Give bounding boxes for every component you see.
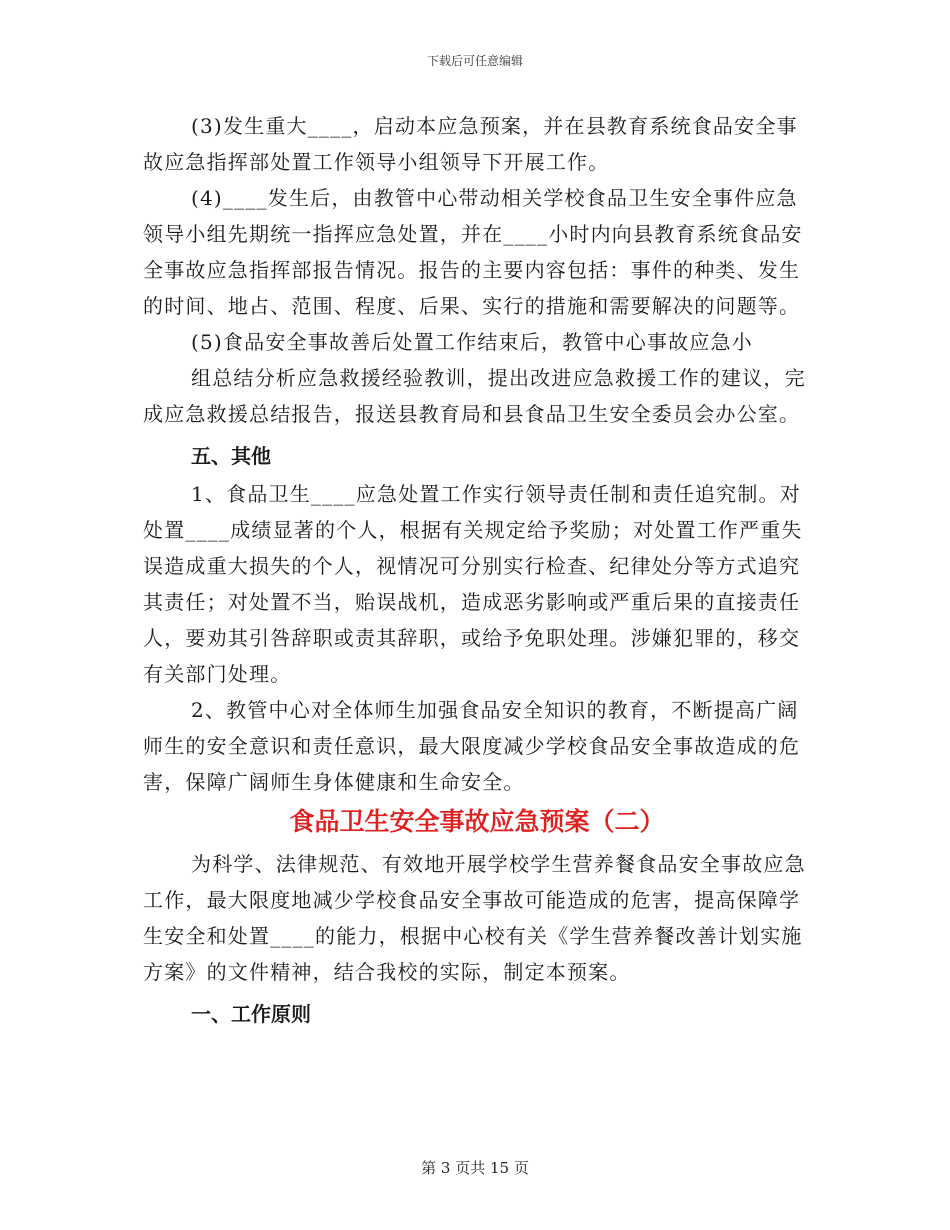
document-body [143,108,811,1034]
section-heading-principles: 一、工作原则 [191,1002,311,1026]
page-footer: 第 3 页共 15 页 [421,1159,529,1177]
document-title-part-two: 食品卫生安全事故应急预案（二） [289,807,665,836]
page-header: 下载后可任意编辑 [426,54,523,68]
paragraph-other-1: 1、食品卫生____应急处置工作实行领导责任制和责任追究制。对处置____成绩显著的个人，根据有关规定给予奖励；对处置工作严重失误造成重大损失的个人，视情况可分别实行检查、纪律处分等方式追究其责任；对处置不当，贻误战机，造成恶劣影响或严重后果的直接责任人，要劝其引咎辞职或责其辞职，或给予免职处理。涉嫌犯罪的，移交有关部门处理。 [143,482,803,686]
paragraph-item-5-first-line: (5)食品安全事故善后处置工作结束后，教管中心事故应急小 [191,330,753,354]
paragraph-other-2: 2、教管中心对全体师生加强食品安全知识的教育，不断提高广阔师生的安全意识和责任意识，最大限度减少学校食品安全事故造成的危害，保障广阔师生身体健康和生命安全。 [143,698,801,794]
paragraph-intro: 为科学、法律规范、有效地开展学校学生营养餐食品安全事故应急工作，最大限度地减少学校食品安全事故可能造成的危害，提高保障学生安全和处置____的能力，根据中心校有关《学生营养餐改善计划实施方案》的文件精神，结合我校的实际，制定本预案。 [143,852,806,984]
section-heading-other: 五、其他 [191,444,271,468]
paragraph-item-4: (4)____发生后，由教管中心带动相关学校食品卫生安全事件应急领导小组先期统一指挥应急处置，并在____小时内向县教育系统食品安全事故应急指挥部报告情况。报告的主要内容包括：事件的种类、发生的时间、地占、范围、程度、后果、实行的措施和需要解决的问题等。 [143,186,803,318]
paragraph-item-3: (3)发生重大____，启动本应急预案，并在县教育系统食品安全事故应急指挥部处置工作领导小组领导下开展工作。 [143,114,798,174]
paragraph-item-5-continued: 组总结分析应急救援经验教训，提出改进应急救援工作的建议，完成应急救援总结报告，报送县教育局和县食品卫生安全委员会办公室。 [143,366,806,426]
